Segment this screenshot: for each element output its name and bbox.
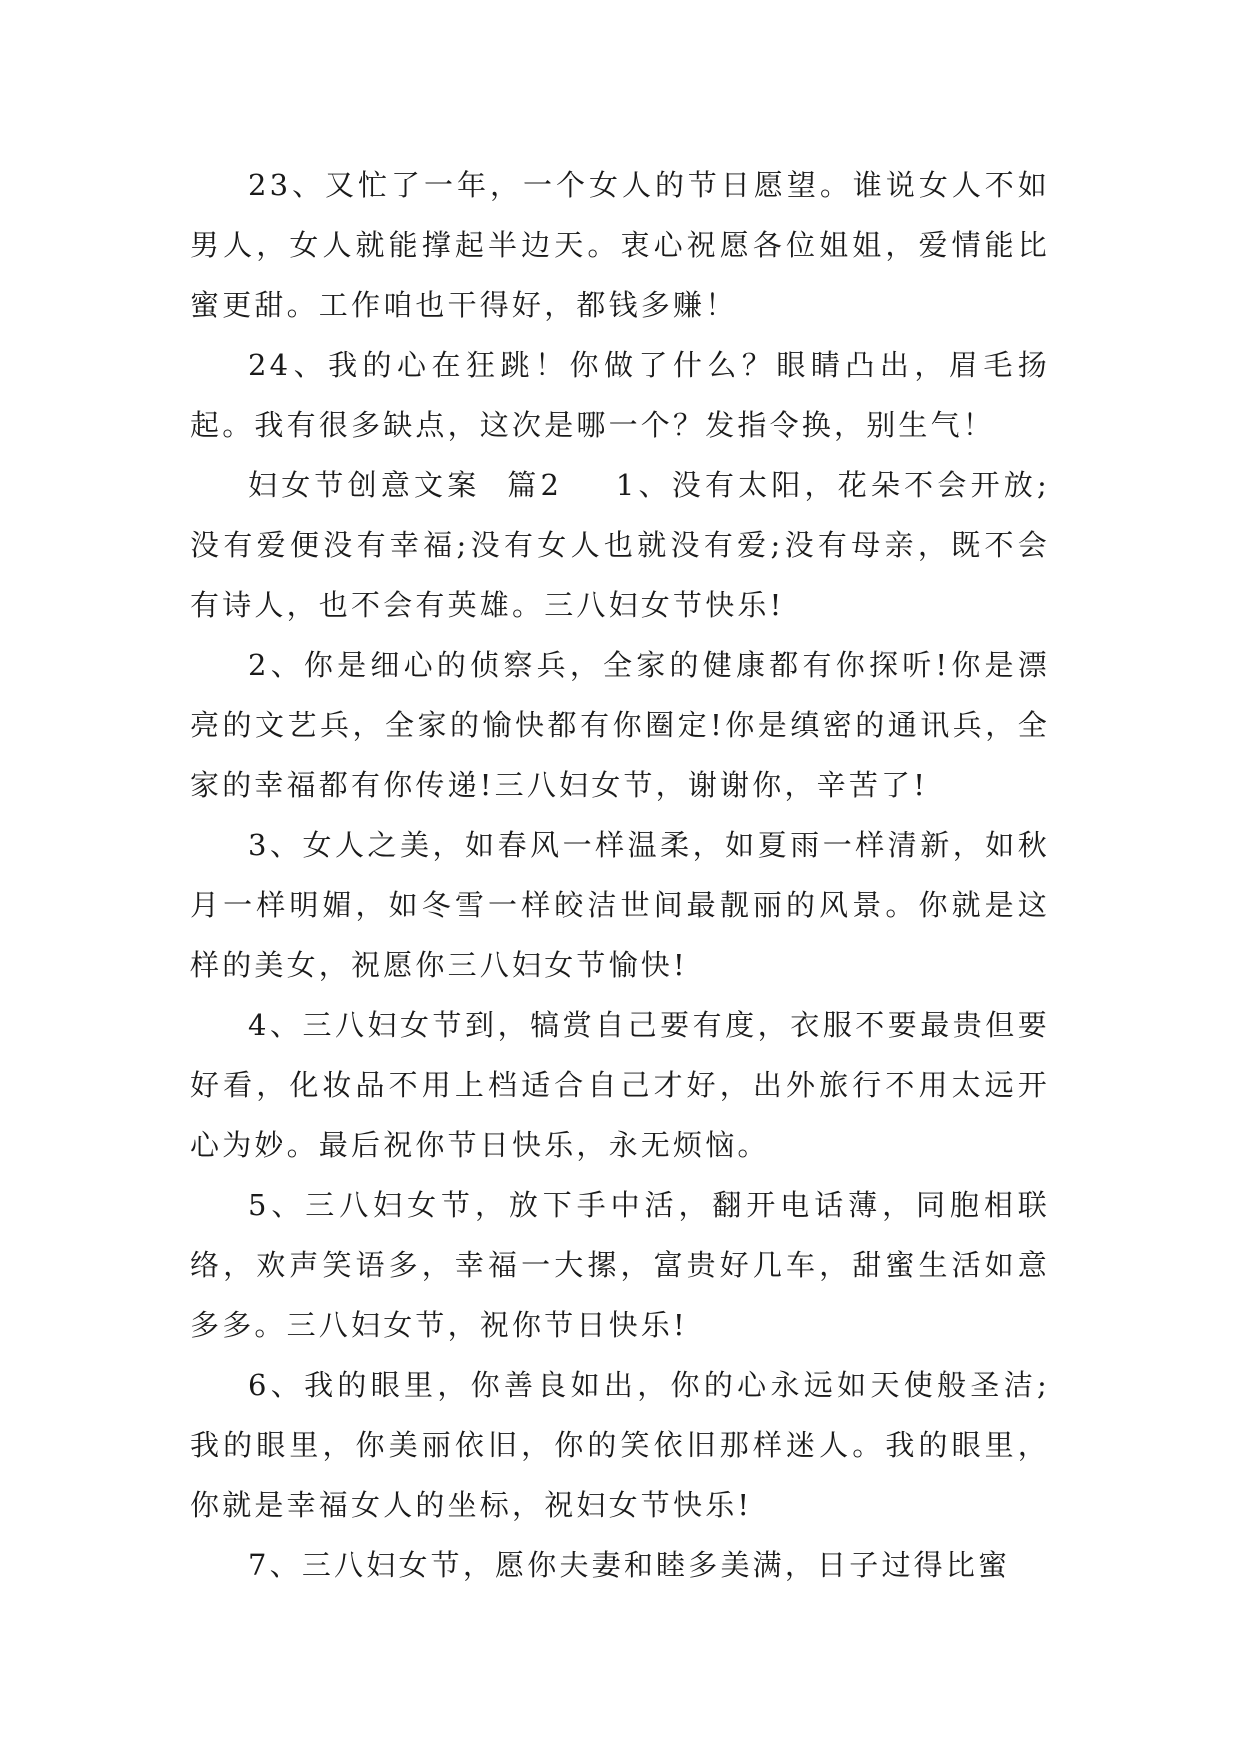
paragraph-5: 5、三八妇女节，放下手中活，翻开电话薄，同胞相联络，欢声笑语多，幸福一大摞，富贵好几车，甜蜜生活如意多多。三八妇女节，祝你节日快乐!	[190, 1188, 1050, 1342]
paragraph-7: 7、三八妇女节，愿你夫妻和睦多美满，日子过得比蜜	[248, 1548, 1011, 1582]
paragraph-24: 24、我的心在狂跳！你做了什么？眼睛凸出，眉毛扬起。我有很多缺点，这次是哪一个？发指令换，别生气！	[190, 348, 1050, 442]
section-heading-paragraph-1: 妇女节创意文案 篇2 1、没有太阳，花朵不会开放;没有爱便没有幸福;没有女人也就没有爱;没有母亲，既不会有诗人，也不会有英雄。三八妇女节快乐!	[190, 468, 1050, 622]
document-body	[190, 155, 1050, 1595]
paragraph-6: 6、我的眼里，你善良如出，你的心永远如天使般圣洁;我的眼里，你美丽依旧，你的笑依旧那样迷人。我的眼里，你就是幸福女人的坐标，祝妇女节快乐!	[190, 1368, 1050, 1522]
paragraph-23: 23、又忙了一年，一个女人的节日愿望。谁说女人不如男人，女人就能撑起半边天。衷心祝愿各位姐姐，爱情能比蜜更甜。工作咱也干得好，都钱多赚！	[190, 168, 1050, 322]
paragraph-4: 4、三八妇女节到，犒赏自己要有度，衣服不要最贵但要好看，化妆品不用上档适合自己才好，出外旅行不用太远开心为妙。最后祝你节日快乐，永无烦恼。	[190, 1008, 1050, 1162]
paragraph-2: 2、你是细心的侦察兵，全家的健康都有你探听!你是漂亮的文艺兵，全家的愉快都有你圈定!你是缜密的通讯兵，全家的幸福都有你传递!三八妇女节，谢谢你，辛苦了!	[190, 648, 1050, 802]
paragraph-3: 3、女人之美，如春风一样温柔，如夏雨一样清新，如秋月一样明媚，如冬雪一样皎洁世间最靓丽的风景。你就是这样的美女，祝愿你三八妇女节愉快!	[190, 828, 1050, 982]
